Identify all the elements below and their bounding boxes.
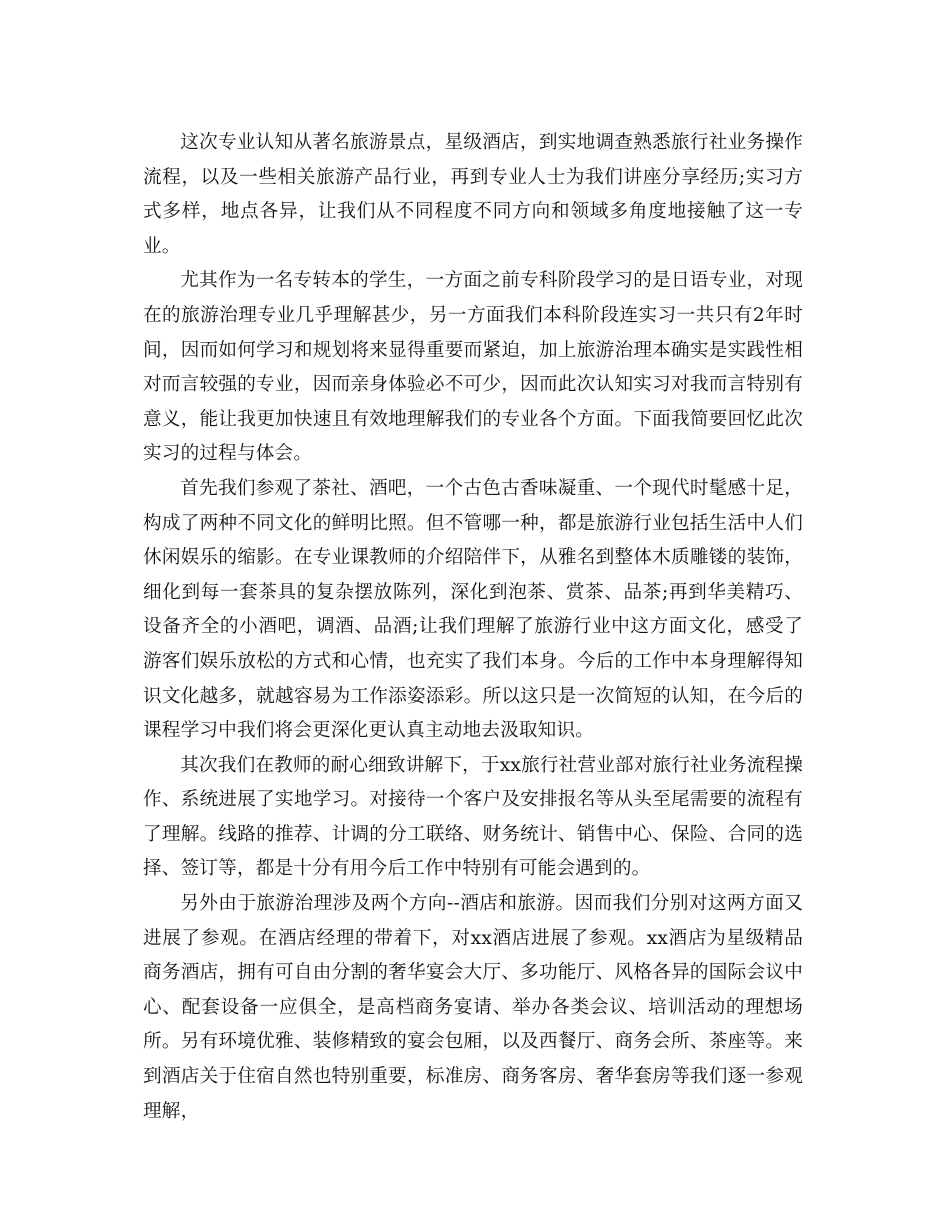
paragraph-1: 这次专业认知从著名旅游景点，星级酒店，到实地调查熟悉旅行社业务操作流程，以及一些相关旅游产品行业，再到专业人士为我们讲座分享经历;实习方式多样，地点各异，让我们从不同程度不同方向和领域多角度地接触了这一专业。 bbox=[143, 132, 803, 257]
paragraph-2: 尤其作为一名专转本的学生，一方面之前专科阶段学习的是日语专业，对现在的旅游治理专业几乎理解甚少，另一方面我们本科阶段连实习一共只有2年时间，因而如何学习和规划将来显得重要而紧迫，加上旅游治理本确实是实践性相对而言较强的专业，因而亲身体验必不可少，因而此次认知实习对我而言特别有意义，能让我更加快速且有效地理解我们的专业各个方面。下面我简要回忆此次实习的过程与体会。 bbox=[143, 270, 803, 465]
paragraph-4: 其次我们在教师的耐心细致讲解下，于xx旅行社营业部对旅行社业务流程操作、系统进展了实地学习。对接待一个客户及安排报名等从头至尾需要的流程有了理解。线路的推荐、计调的分工联络、财务统计、销售中心、保险、合同的选择、签订等，都是十分有用今后工作中特别有可能会遇到的。 bbox=[143, 754, 803, 880]
paragraph-3: 首先我们参观了茶社、酒吧，一个古色古香味凝重、一个现代时髦感十足，构成了两种不同文化的鲜明比照。但不管哪一种，都是旅游行业包括生活中人们休闲娱乐的缩影。在专业课教师的介绍陪伴下，从雅名到整体木质雕镂的装饰，细化到每一套茶具的复杂摆放陈列，深化到泡茶、赏茶、品茶;再到华美精巧、设备齐全的小酒吧，调酒、品酒;让我们理解了旅游行业中这方面文化，感受了游客们娱乐放松的方式和心情，也充实了我们本身。今后的工作中本身理解得知识文化越多，就越容易为工作添姿添彩。所以这只是一次简短的认知，在今后的课程学习中我们将会更深化更认真主动地去汲取知识。 bbox=[143, 477, 803, 742]
paragraph-5: 另外由于旅游治理涉及两个方向--酒店和旅游。因而我们分别对这两方面又进展了参观。在酒店经理的带着下，对xx酒店进展了参观。xx酒店为星级精品商务酒店，拥有可自由分割的奢华宴会大厅、多功能厅、风格各异的国际会议中心、配套设备一应俱全，是高档商务宴请、举办各类会议、培训活动的理想场所。另有环境优雅、装修精致的宴会包厢，以及西餐厅、商务会所、茶座等。来到酒店关于住宿自然也特别重要，标准房、商务客房、奢华套房等我们逐一参观理解， bbox=[143, 893, 803, 1122]
document-body bbox=[143, 126, 803, 1129]
